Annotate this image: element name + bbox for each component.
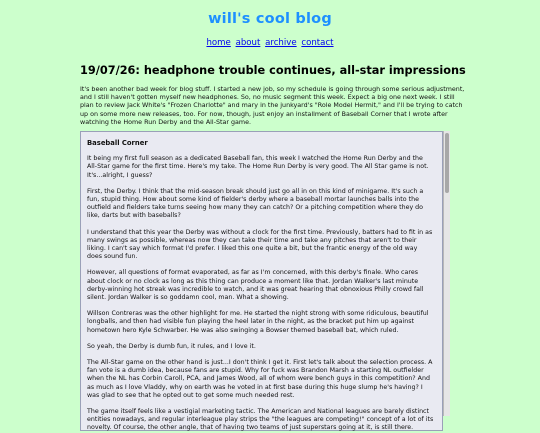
nav-contact-link[interactable]: contact: [301, 38, 334, 48]
page: [0, 11, 540, 432]
site-nav: [0, 38, 540, 48]
baseball-corner-box[interactable]: [80, 131, 443, 431]
corner-scrollbar[interactable]: [443, 131, 450, 416]
site-title: will's cool blog: [208, 11, 332, 27]
corner-paragraph: However, all questions of format evaporated, as far as I'm concerned, with this derby's finale. Who cares about clock or no clock as long as this thing can produce a moment like that. Jordan Walker's last minute derby-winning hot streak was incredible to watch, and it was great hearing that obnoxious Philly crowd fall silent. Jordan Walker is so goddamn cool, man. What a showing.: [87, 269, 424, 302]
corner-paragraph: Willson Contreras was the other highlight for me. He started the night strong with some ridiculous, beautiful longballs, and then had visible fun playing the heel later in the night, as the bracket put him up against hometown hero Kyle Schwarber. He was also swinging a Bowser themed baseball bat, which ruled.: [87, 310, 429, 334]
post-title: 19/07/26: headphone trouble continues, all-star impressions: [80, 64, 466, 77]
corner-paragraph: The game itself feels like a vestigial marketing tactic. The American and National leagues are barely distinct entities nowadays, and regular interleague play strips the "the leagues are competing!" concept of a lot of its novelty. Of course, the other angle, that of having two teams of just superstars going at it, is still there.: [87, 408, 434, 432]
corner-paragraph: It being my first full season as a dedicated Baseball fan, this week I watched the Home Run Derby and the All-Star game for the first time. Here's my take. The Home Run Derby is very good. The All Star game is not. It's...alright, I guess?: [87, 155, 429, 179]
corner-paragraph: I understand that this year the Derby was without a clock for the first time. Previously, batters had to fit in as many swings as possible, whereas now they can take their time and take any pitches that aren't to their liking. I can't say which format I'd prefer. I liked this one quite a bit, but the frantic energy of the old way does sound fun.: [87, 228, 433, 261]
post-intro: It's been another bad week for blog stuff. I started a new job, so my schedule is going through some serious adjustment, and I still haven't gotten myself new headphones. So, no music segment this week. Expect a big one next week. I still plan to review Jack White's "Frozen Charlotte" and mary in the junkyard's "Role Model Hermit," and I'll be trying to catch up on some more new releases, too. For now, though, just enjoy an installment of Baseball Corner that I wrote after watching the Home Run Derby and the All-Star game.: [80, 86, 465, 126]
baseball-corner-heading: Baseball Corner: [87, 139, 148, 147]
nav-home-link[interactable]: home: [206, 38, 231, 48]
corner-paragraph: So yeah, the Derby is dumb fun, it rules, and I love it.: [87, 342, 256, 350]
corner-paragraph: The All-Star game on the other hand is just...I don't think I get it. First let's talk about the selection process. A fan vote is a dumb idea, because fans are stupid. Why for fuck was Brandon Marsh a starting NL outfielder when the NL has Corbin Caroll, PCA, and James Wood, all of whom were bench guys in this competition? And as much as I love Vladdy, why on earth was he voted in at first base during this huge slump he's having? I was glad to see that he opted out to get some much needed rest.: [87, 359, 433, 399]
nav-archive-link[interactable]: archive: [265, 38, 297, 48]
nav-about-link[interactable]: about: [235, 38, 261, 48]
corner-paragraph: First, the Derby. I think that the mid-season break should just go all in on this kind of minigame. It's such a fun, stupid thing. How about some kind of fielder's derby where a baseball mortar launches balls into the outfield and fielders take turns seeing how many they can catch? Or a pitching competition where they do like, darts but with baseballs?: [87, 187, 424, 220]
corner-scrollbar-thumb[interactable]: [445, 133, 449, 193]
